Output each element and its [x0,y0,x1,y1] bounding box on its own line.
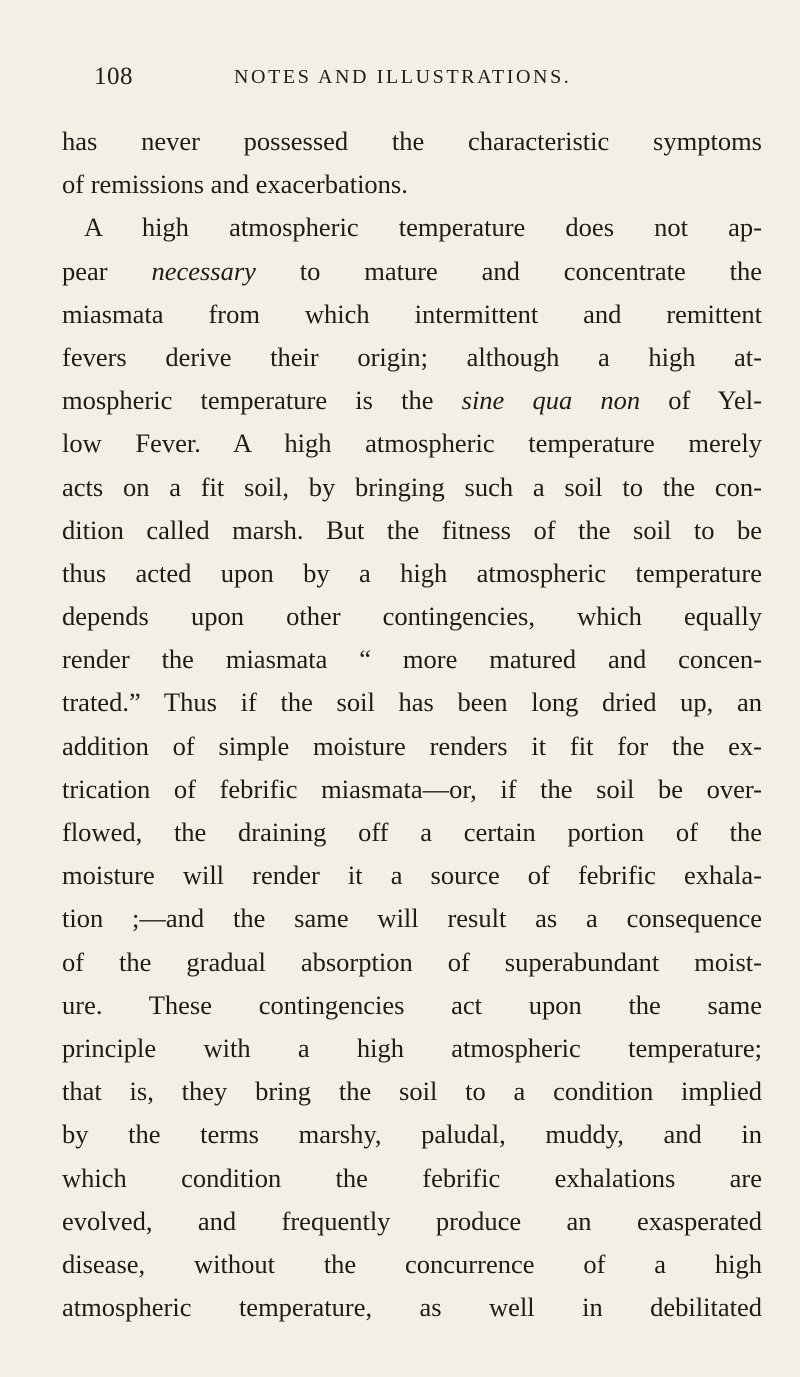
text-line [62,379,762,422]
text-line: of remissions and exacerbations. [62,169,408,200]
text-line: trication of febrific miasmata—or, if the soil be over- [62,773,762,804]
text-line: low Fever. A high atmospheric temperature merely [62,428,762,459]
text-line: fevers derive their origin; although a high at- [62,341,762,372]
text-line: by the terms marshy, paludal, muddy, and in [62,1119,762,1150]
text-line: moisture will render it a source of febrific exhala- [62,860,762,891]
text-line: miasmata from which intermittent and remittent [62,298,762,329]
text-run: pear [62,255,152,286]
text-line: of the gradual absorption of superabundant moist- [62,946,762,977]
text-line: has never possessed the characteristic symptoms [62,126,762,156]
text-line: dition called marsh. But the fitness of the soil to be [62,514,762,545]
text-line: evolved, and frequently produce an exasperated [62,1205,762,1236]
text-line: that is, they bring the soil to a condition implied [62,1076,762,1107]
text-line: atmospheric temperature, as well in debilitated [62,1292,762,1323]
text-line: A high atmospheric temperature does not ap- [84,212,762,243]
text-run: of Yel- [640,385,762,416]
running-head [94,63,634,93]
page-number: 108 [94,63,133,90]
text-line [62,250,762,293]
text-run: to mature and concentrate the [255,255,762,286]
text-line: ure. These contingencies act upon the same [62,989,762,1020]
text-line: acts on a fit soil, by bringing such a soil to the con- [62,471,762,502]
text-line: tion ;—and the same will result as a consequence [62,903,762,934]
text-line: depends upon other contingencies, which equally [62,601,762,632]
italic-phrase: necessary [151,255,256,286]
italic-phrase: sine qua non [461,385,641,416]
text-line: flowed, the draining off a certain portion of the [62,817,762,847]
text-line: which condition the febrific exhalations are [62,1162,762,1193]
running-title: NOTES AND ILLUSTRATIONS. [234,66,572,88]
body-text [62,120,762,1329]
text-run: mospheric temperature is the [62,385,462,416]
text-line: addition of simple moisture renders it fit for the ex- [62,730,762,761]
text-line: render the miasmata “ more matured and concen- [62,644,762,675]
text-line: disease, without the concurrence of a high [62,1248,762,1279]
text-line: trated.” Thus if the soil has been long dried up, an [62,687,762,718]
text-line: thus acted upon by a high atmospheric temperature [62,557,762,588]
text-line: principle with a high atmospheric temperature; [62,1032,762,1063]
